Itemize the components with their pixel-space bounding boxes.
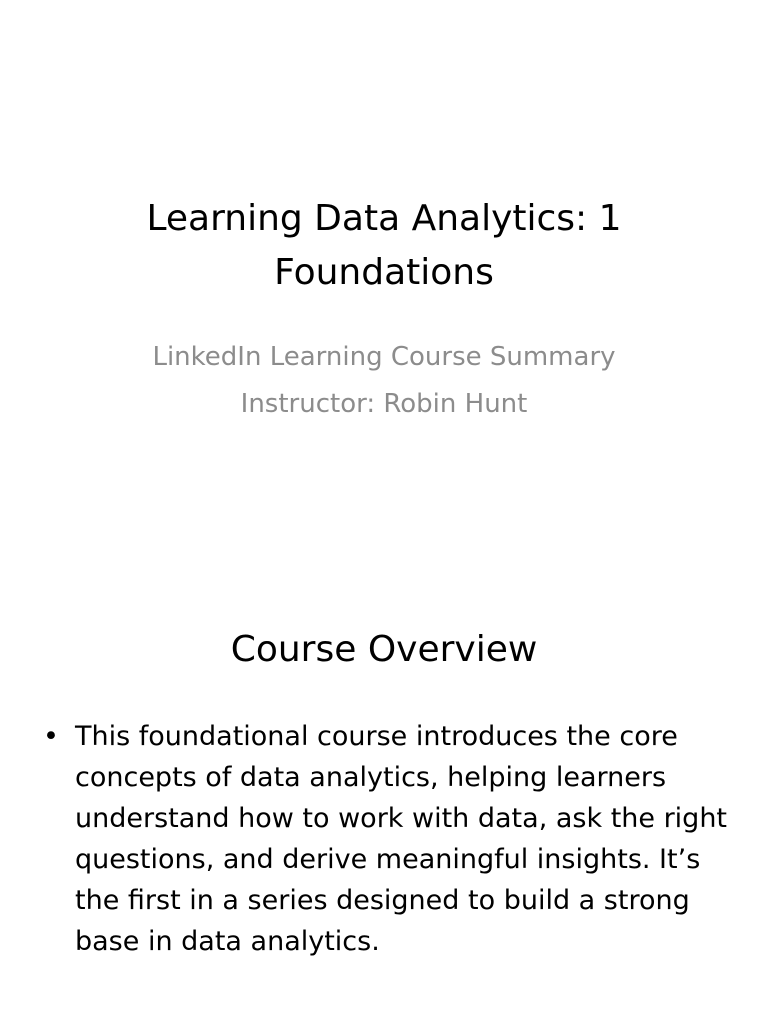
- bullet-icon: •: [43, 721, 59, 752]
- bullet-list: [0, 716, 768, 962]
- content-slide-title: Course Overview: [230, 629, 538, 670]
- slide-subtitle: [0, 334, 768, 428]
- slide-title-line-2: Foundations: [274, 252, 494, 293]
- slide-title-line-1: Learning Data Analytics: 1: [146, 198, 622, 239]
- bullet-item: [0, 716, 768, 962]
- slide-title: [0, 192, 768, 300]
- subtitle-line-1: LinkedIn Learning Course Summary: [152, 342, 616, 372]
- bullet-text: This foundational course introduces the core concepts of data analytics, helping learners understand how to work with data, ask the right questions, and derive meaningful insights. It’s the first in a series designed to build a strong base in data analytics.: [75, 721, 728, 957]
- subtitle-line-2: Instructor: Robin Hunt: [240, 389, 528, 419]
